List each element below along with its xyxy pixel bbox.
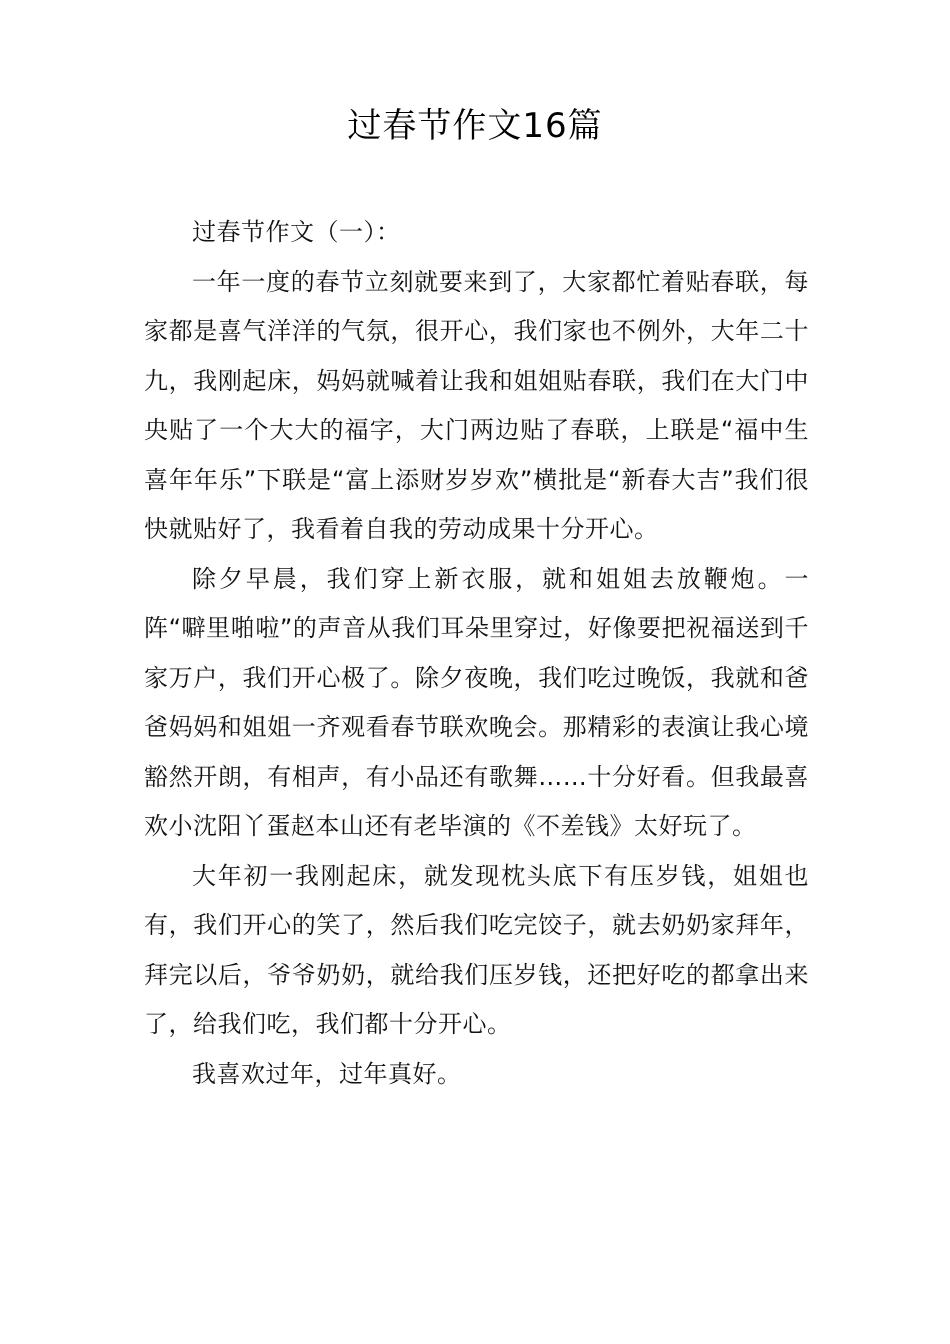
document-body	[144, 208, 809, 1099]
paragraph: 除夕早晨，我们穿上新衣服，就和姐姐去放鞭炮。一阵“噼里啪啦”的声音从我们耳朵里穿过，好像要把祝福送到千家万户，我们开心极了。除夕夜晚，我们吃过晚饭，我就和爸爸妈妈和姐姐一齐观看春节联欢晚会。那精彩的表演让我心境豁然开朗，有相声，有小品还有歌舞……十分好看。但我最喜欢小沈阳丫蛋赵本山还有老毕演的《不差钱》太好玩了。	[144, 564, 809, 840]
section-heading: 过春节作文（一）：	[192, 218, 401, 246]
paragraph: 一年一度的春节立刻就要来到了，大家都忙着贴春联，每家都是喜气洋洋的气氛，很开心，我们家也不例外，大年二十九，我刚起床，妈妈就喊着让我和姐姐贴春联，我们在大门中央贴了一个大大的福字，大门两边贴了春联，上联是“福中生喜年年乐”下联是“富上添财岁岁欢”横批是“新春大吉”我们很快就贴好了，我看着自我的劳动成果十分开心。	[144, 267, 809, 543]
paragraph: 大年初一我刚起床，就发现枕头底下有压岁钱，姐姐也有，我们开心的笑了，然后我们吃完饺子，就去奶奶家拜年，拜完以后，爷爷奶奶，就给我们压岁钱，还把好吃的都拿出来了，给我们吃，我们都十分开心。	[144, 861, 809, 1038]
paragraph: 我喜欢过年，过年真好。	[192, 1059, 462, 1088]
document-title: 过春节作文16篇	[347, 106, 603, 146]
